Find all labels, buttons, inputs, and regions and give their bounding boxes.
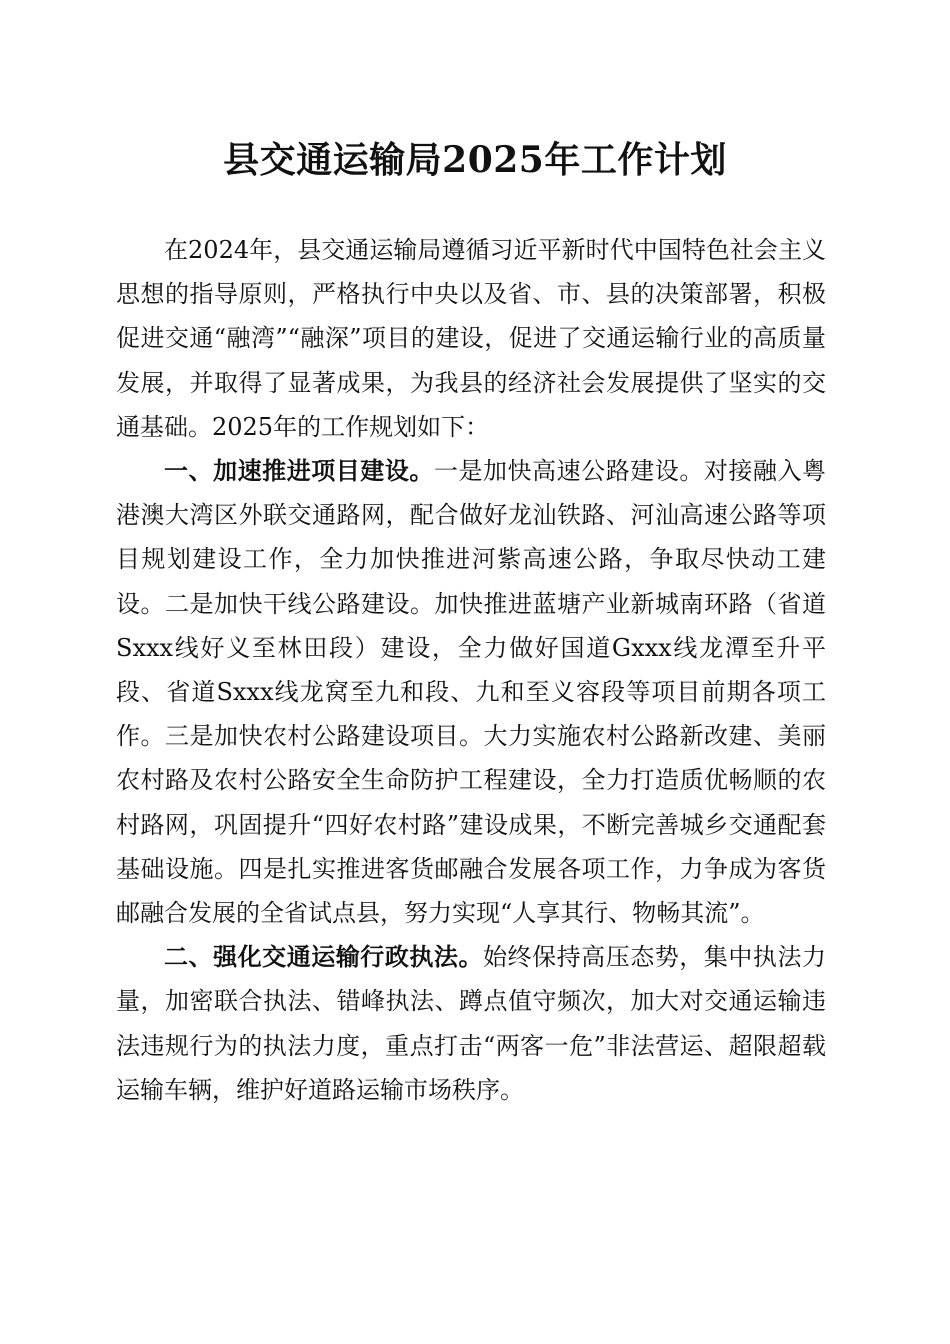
section-heading: 一、加速推进项目建设。 xyxy=(164,457,434,486)
section-text: 一是加快高速公路建设。对接融入粤港澳大湾区外联交通路网，配合做好龙汕铁路、河汕高速公路等项目规划建设工作，全力加快推进河紫高速公路，争取尽快动工建设。二是加快干线公路建设。加快推进蓝塘产业新城南环路（省道Sxxx线好义至林田段）建设，全力做好国道Gxxx线龙潭至升平段、省道Sxxx线龙窝至九和段、九和至义容段等项目前期各项工作。三是加快农村公路建设项目。大力实施农村公路新改建、美丽农村路及农村公路安全生命防护工程建设，全力打造质优畅顺的农村路网，巩固提升“四好农村路”建设成果，不断完善城乡交通配套基础设施。四是扎实推进客货邮融合发展各项工作，力争成为客货邮融合发展的全省试点县，努力实现“人享其行、物畅其流”。 xyxy=(116,457,827,928)
section-paragraph xyxy=(116,449,826,935)
section-heading: 二、强化交通运输行政执法。 xyxy=(164,943,483,972)
section-paragraph xyxy=(116,935,826,1112)
document-title: 县交通运输局2025年工作计划 xyxy=(223,139,727,181)
intro-paragraph: 在2024年，县交通运输局遵循习近平新时代中国特色社会主义思想的指导原则，严格执行中央以及省、市、县的决策部署，积极促进交通“融湾”“融深”项目的建设，促进了交通运输行业的高质量发展，并取得了显著成果，为我县的经济社会发展提供了坚实的交通基础。2025年的工作规划如下： xyxy=(116,236,826,441)
document-body xyxy=(116,228,826,1112)
section-text: 始终保持高压态势，集中执法力量，加密联合执法、错峰执法、蹲点值守频次，加大对交通运输违法违规行为的执法力度，重点打击“两客一危”非法营运、超限超载运输车辆，维护好道路运输市场秩序。 xyxy=(116,943,826,1104)
